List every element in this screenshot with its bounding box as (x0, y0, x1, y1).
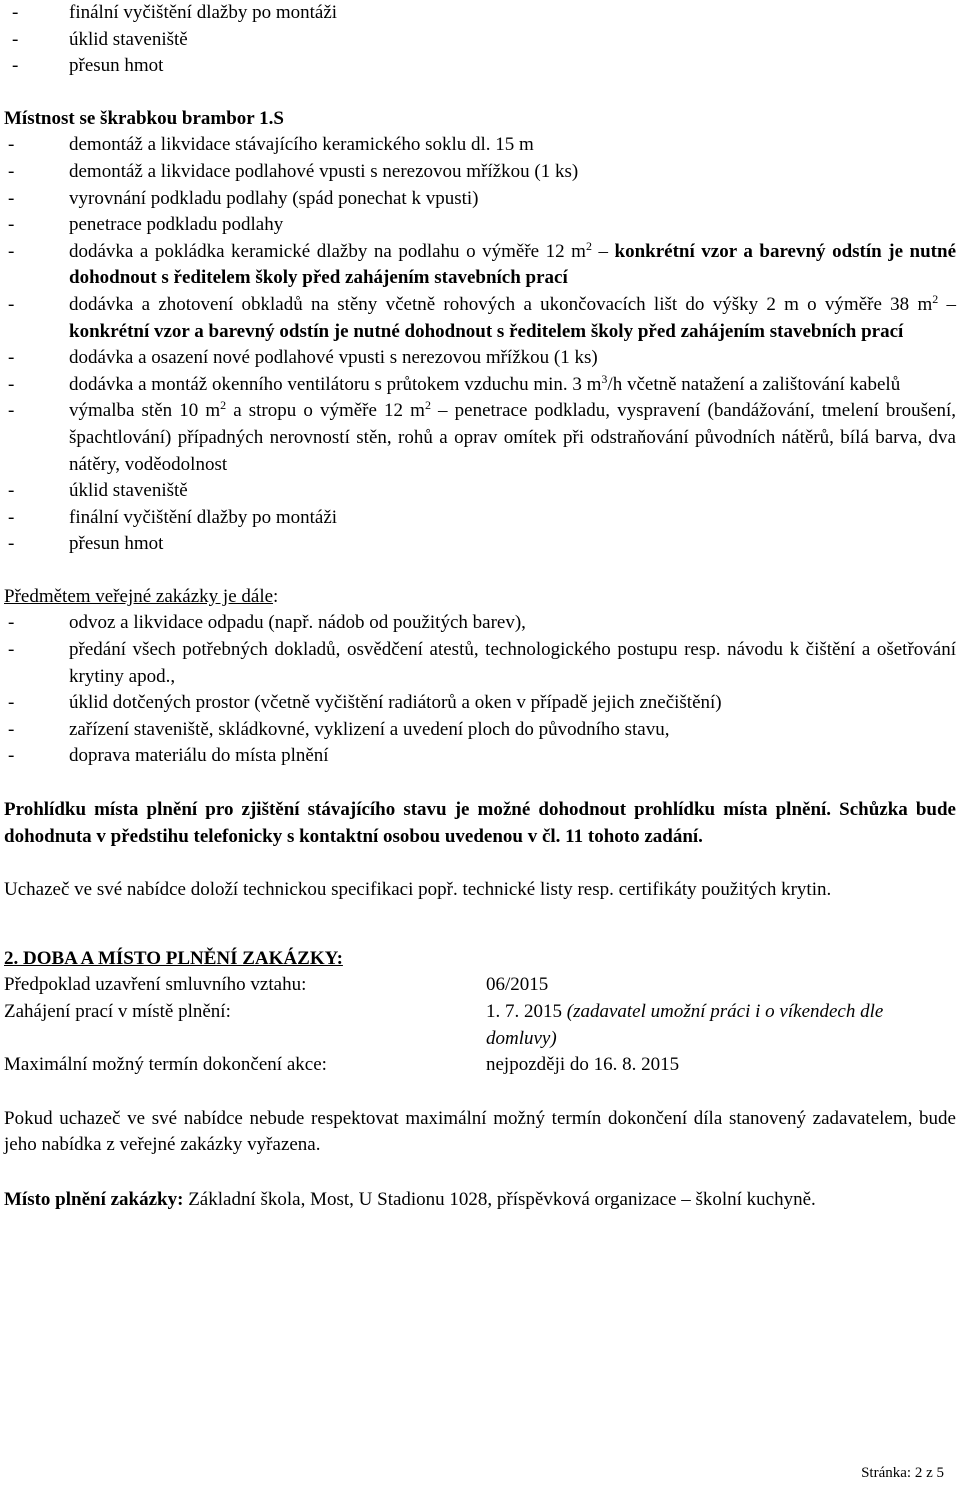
table-row (4, 1052, 956, 1079)
row-value: nejpozději do 16. 8. 2015 (486, 1054, 680, 1076)
page-number: Stránka: 2 z 5 (861, 1465, 944, 1481)
document-page (4, 0, 956, 1214)
item-text: a stropu o výměře 12 m (226, 400, 425, 422)
subject-list (4, 610, 956, 770)
row-label: Maximální možný termín dokončení akce: (4, 1054, 327, 1076)
superscript: 2 (220, 398, 227, 413)
list-item: - přesun hmot (4, 531, 956, 558)
place-label: Místo plnění zakázky: (4, 1188, 184, 1210)
start-date-note: (zadavatel umožní práci i o víkendech dle domluvy) (486, 1001, 884, 1049)
superscript: 3 (601, 371, 608, 386)
list-item (4, 398, 956, 478)
room-work-list (4, 132, 956, 558)
row-value: 06/2015 (486, 974, 549, 996)
top-list (4, 0, 956, 80)
room-title: Místnost se škrabkou brambor 1.S (4, 107, 284, 129)
item-text: dodávka a zhotovení obkladů na stěny včetně rohových a ukončovacích lišt do výšky 2 m o výměře 38 m (69, 293, 933, 315)
item-bold-note: konkrétní vzor a barevný odstín je nutné dohodnout s ředitelem školy před zahájením stavebních prací (69, 320, 904, 342)
list-item: - přesun hmot (4, 53, 956, 80)
list-item: - doprava materiálu do místa plnění (4, 743, 956, 770)
superscript: 2 (424, 398, 431, 413)
item-text: dodávka a pokládka keramické dlažby na podlahu o výměře 12 m (69, 240, 586, 262)
place-value: Základní škola, Most, U Stadionu 1028, příspěvková organizace – školní kuchyně. (183, 1188, 816, 1210)
item-bold-note: konkrétní vzor a barevný odstín je nutné dohodnout s ředitelem školy před zahájením stavebních prací (69, 240, 957, 289)
list-item: - vyrovnání podkladu podlahy (spád ponechat k vpusti) (4, 186, 956, 213)
row-value (486, 999, 956, 1052)
list-item: - finální vyčištění dlažby po montáži (4, 505, 956, 532)
list-item: - úklid dotčených prostor (včetně vyčištění radiátorů a oken v případě jejich znečištění) (4, 690, 956, 717)
place-of-performance (4, 1187, 956, 1214)
list-item (4, 292, 956, 345)
spec-note: Uchazeč ve své nabídce doloží technickou specifikaci popř. technické listy resp. certifikáty použitých krytin. (4, 879, 832, 901)
superscript: 2 (932, 291, 939, 306)
item-text: /h včetně natažení a zalištování kabelů (607, 373, 901, 395)
list-item (4, 239, 956, 292)
subject-heading (4, 584, 956, 611)
table-row (4, 972, 956, 999)
row-label: Předpoklad uzavření smluvního vztahu: (4, 974, 307, 996)
item-text: výmalba stěn 10 m (69, 400, 221, 422)
inspection-note: Prohlídku místa plnění pro zjištění stávajícího stavu je možné dohodnout prohlídku místa plnění. Schůzka bude dohodnuta v předstihu telefonicky s kontaktní osobou uvedenou v čl. 11 tohoto zadání. (4, 799, 956, 847)
list-item: - předání všech potřebných dokladů, osvědčení atestů, technologického postupu resp. návodu k čištění a ošetřování krytiny apod., (4, 637, 956, 690)
list-item: - úklid staveniště (4, 27, 956, 54)
list-item (4, 372, 956, 399)
item-dash: – (938, 293, 957, 315)
table-row (4, 999, 956, 1052)
start-date: 1. 7. 2015 (486, 1001, 567, 1022)
list-item: - dodávka a osazení nové podlahové vpusti s nerezovou mřížkou (1 ks) (4, 345, 956, 372)
list-item: - demontáž a likvidace podlahové vpusti s nerezovou mřížkou (1 ks) (4, 159, 956, 186)
row-label: Zahájení prací v místě plnění: (4, 1001, 231, 1022)
list-item: - odvoz a likvidace odpadu (např. nádob od použitých barev), (4, 610, 956, 637)
item-text: dodávka a montáž okenního ventilátoru s průtokem vzduchu min. 3 m (69, 373, 602, 395)
section-2-heading: 2. DOBA A MÍSTO PLNĚNÍ ZAKÁZKY: (4, 947, 343, 969)
superscript: 2 (585, 238, 592, 253)
subject-heading-colon: : (273, 585, 279, 607)
list-item: - penetrace podkladu podlahy (4, 212, 956, 239)
list-item: - úklid staveniště (4, 478, 956, 505)
subject-heading-text: Předmětem veřejné zakázky je dále (4, 585, 274, 607)
list-item: - finální vyčištění dlažby po montáži (4, 0, 956, 27)
schedule-table (4, 972, 956, 1078)
list-item: - zařízení staveniště, skládkovné, vyklizení a uvedení ploch do původního stavu, (4, 717, 956, 744)
item-text: – penetrace podkladu, vyspravení (bandážování, tmelení broušení, špachtlování) případných nerovností stěn, rohů a oprav omítek při odstraňování původních nátěrů, bílá barva, dva nátěry, voděodolnost (69, 400, 957, 475)
list-item: - demontáž a likvidace stávajícího keramického soklu dl. 15 m (4, 132, 956, 159)
deadline-note: Pokud uchazeč ve své nabídce nebude respektovat maximální možný termín dokončení díla stanovený zadavatelem, bude jeho nabídka z veřejné zakázky vyřazena. (4, 1107, 956, 1156)
item-dash: – (591, 240, 615, 262)
